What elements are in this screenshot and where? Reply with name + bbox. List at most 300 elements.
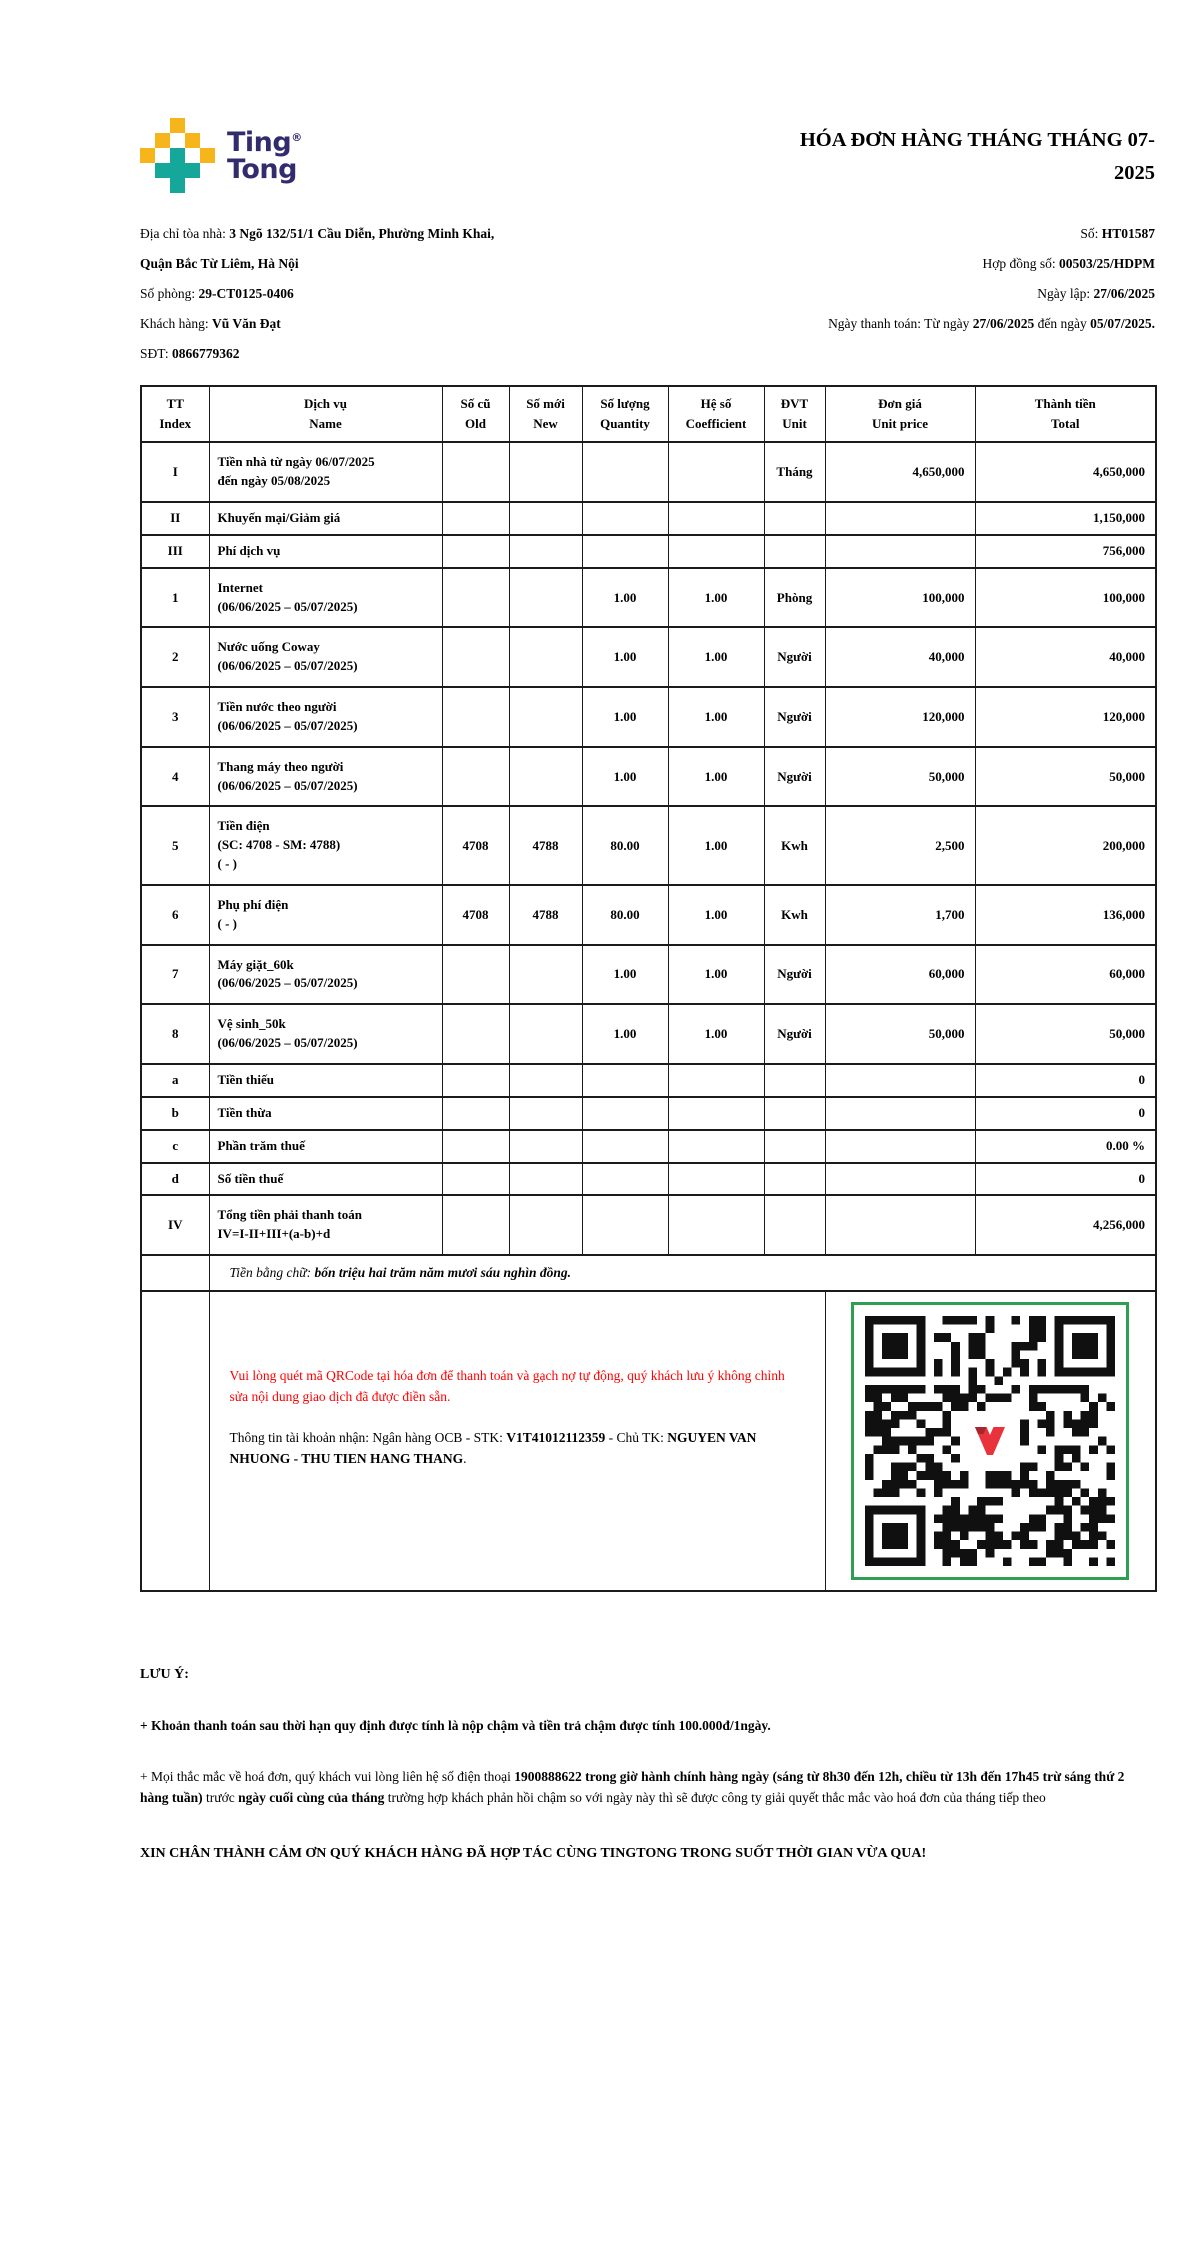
cell-unit-price [825, 1130, 975, 1163]
tingtong-logo-mark-icon [140, 118, 215, 193]
logo-pixel [185, 178, 200, 193]
table-row [141, 747, 1156, 807]
service-name-line: IV=I-II+III+(a-b)+d [217, 1226, 331, 1242]
table-row [141, 945, 1156, 1005]
service-name-line: Tiền nước theo người [217, 699, 337, 715]
text-segment: XIN CHÂN THÀNH CẢM ƠN QUÝ KHÁCH HÀNG ĐÃ HỢP TÁC CÙNG TINGTONG TRONG SUỐT THỜI GIAN VỪA QUA! [140, 1845, 927, 1861]
cell-total: 4,650,000 [975, 442, 1156, 502]
text-segment: đến ngày [1034, 316, 1091, 331]
cell-new-reading [509, 1004, 582, 1064]
cell-coefficient [668, 1130, 764, 1163]
cell-new-reading [509, 627, 582, 687]
cell-coefficient [668, 535, 764, 568]
cell-coefficient [668, 1064, 764, 1097]
cell-quantity: 1.00 [582, 747, 668, 807]
col-header-unit-price: Đơn giá Unit price [825, 386, 975, 442]
cell-index: b [141, 1097, 209, 1130]
cell-index: 7 [141, 945, 209, 1005]
cell-unit-price [825, 535, 975, 568]
cell-quantity [582, 442, 668, 502]
service-name-line: (06/06/2025 – 05/07/2025) [217, 598, 358, 614]
cell-coefficient: 1.00 [668, 568, 764, 628]
logo-pixel [140, 163, 155, 178]
table-row [141, 442, 1156, 502]
text-segment: 27/06/2025 [1093, 286, 1155, 301]
cell-service-name [209, 1195, 442, 1255]
text-segment: Vũ Văn Đạt [211, 316, 281, 331]
cell-index: a [141, 1064, 209, 1097]
logo-pixel [140, 178, 155, 193]
service-name-line: Tiền thừa [217, 1104, 272, 1120]
cell-service-name [209, 806, 442, 885]
cell-old-reading [442, 442, 509, 502]
service-name-line: Phí dịch vụ [217, 542, 281, 558]
logo-pixel [155, 163, 170, 178]
notes-heading: LƯU Ý: [140, 1667, 189, 1683]
cell-new-reading [509, 1097, 582, 1130]
service-name-line: Phụ phí điện [217, 896, 289, 912]
logo-pixel [170, 118, 185, 133]
payment-qr-row [141, 1291, 1156, 1591]
cell-total: 756,000 [975, 535, 1156, 568]
cell-coefficient: 1.00 [668, 1004, 764, 1064]
service-name-line: Thang máy theo người [217, 758, 344, 774]
header-row [141, 386, 1156, 442]
text-segment: 3 Ngõ 132/51/1 Cầu Diễn, Phường Minh Khai, [229, 226, 495, 241]
text-segment: 27/06/2025 [972, 316, 1035, 331]
service-name-line: Tiền nhà từ ngày 06/07/2025 [217, 454, 375, 470]
col-header-name: Dịch vụ Name [209, 386, 442, 442]
info-right-text [828, 309, 1155, 339]
text-segment: 1900888622 trong giờ hành chính hàng ngày (sáng từ 8h30 đến 12h, chiều từ 13h đến 17h45 trừ sáng thứ 2 hàng tuần) [140, 1768, 1125, 1805]
cell-index: 4 [141, 747, 209, 807]
cell-new-reading [509, 535, 582, 568]
text-segment: Khách hàng: [140, 316, 212, 331]
cell-total: 120,000 [975, 687, 1156, 747]
cell-service-name [209, 1097, 442, 1130]
qr-code-cell [825, 1291, 1156, 1591]
amount-in-words-value: bốn triệu hai trăm năm mươi sáu nghìn đồng. [314, 1265, 572, 1281]
cell-service-name [209, 747, 442, 807]
service-name-line: Nước uống Coway [217, 639, 320, 655]
cell-unit [764, 1130, 825, 1163]
cell-coefficient: 1.00 [668, 687, 764, 747]
cell-quantity: 1.00 [582, 568, 668, 628]
table-row [141, 687, 1156, 747]
cell-new-reading [509, 442, 582, 502]
logo-pixel [200, 163, 215, 178]
table-row [141, 1097, 1156, 1130]
empty-index-cell [141, 1291, 209, 1591]
info-right-text [1037, 279, 1155, 309]
col-header-unit: ĐVT Unit [764, 386, 825, 442]
cell-service-name [209, 1163, 442, 1196]
cell-new-reading [509, 568, 582, 628]
cell-unit-price: 1,700 [825, 885, 975, 945]
cell-new-reading [509, 747, 582, 807]
col-header-old: Số cũ Old [442, 386, 509, 442]
table-row [141, 568, 1156, 628]
cell-unit-price: 100,000 [825, 568, 975, 628]
cell-old-reading [442, 1004, 509, 1064]
cell-unit: Kwh [764, 806, 825, 885]
text-segment: Thông tin tài khoản nhận: Ngân hàng OCB - STK: [229, 1429, 507, 1445]
service-name-line: Vệ sinh_50k [217, 1016, 286, 1032]
cell-old-reading [442, 1195, 509, 1255]
service-name-line: Tiền điện [217, 818, 270, 834]
logo-pixel [155, 133, 170, 148]
cell-index: IV [141, 1195, 209, 1255]
cell-unit: Kwh [764, 885, 825, 945]
text-segment: 00503/25/HDPM [1059, 256, 1155, 271]
cell-service-name [209, 627, 442, 687]
cell-unit-price [825, 1097, 975, 1130]
vietqr-v-icon [962, 1416, 1018, 1466]
service-name-line: (06/06/2025 – 05/07/2025) [217, 1035, 358, 1051]
invoice-table-head [141, 386, 1156, 442]
cell-old-reading [442, 627, 509, 687]
cell-unit [764, 1097, 825, 1130]
cell-old-reading [442, 1163, 509, 1196]
invoice-title-line2: 2025 [1114, 161, 1155, 184]
cell-total: 0.00 % [975, 1130, 1156, 1163]
logo-pixel [185, 133, 200, 148]
cell-coefficient: 1.00 [668, 885, 764, 945]
cell-quantity: 80.00 [582, 885, 668, 945]
cell-service-name [209, 1064, 442, 1097]
cell-total: 40,000 [975, 627, 1156, 687]
cell-quantity [582, 1130, 668, 1163]
cell-total: 50,000 [975, 1004, 1156, 1064]
table-row [141, 1130, 1156, 1163]
logo-pixel [200, 178, 215, 193]
table-row [141, 806, 1156, 885]
cell-old-reading [442, 1130, 509, 1163]
logo-pixel [155, 118, 170, 133]
text-segment: 29-CT0125-0406 [198, 286, 294, 301]
cell-coefficient [668, 502, 764, 535]
info-right-text [982, 249, 1155, 279]
cell-quantity: 80.00 [582, 806, 668, 885]
cell-old-reading [442, 687, 509, 747]
logo-pixel [170, 163, 185, 178]
service-name-line: ( - ) [217, 856, 237, 872]
cell-quantity [582, 502, 668, 535]
invoice-table [140, 385, 1157, 1592]
cell-old-reading [442, 535, 509, 568]
col-header-new: Số mới New [509, 386, 582, 442]
logo-pixel [155, 148, 170, 163]
cell-quantity [582, 535, 668, 568]
cell-old-reading [442, 1097, 509, 1130]
cell-unit [764, 1064, 825, 1097]
cell-index: c [141, 1130, 209, 1163]
table-row [141, 502, 1156, 535]
cell-unit-price [825, 1163, 975, 1196]
service-name-line: (06/06/2025 – 05/07/2025) [217, 975, 358, 991]
cell-service-name [209, 1130, 442, 1163]
tingtong-logo [140, 118, 302, 193]
cell-quantity: 1.00 [582, 627, 668, 687]
cell-coefficient [668, 1163, 764, 1196]
cell-index: 6 [141, 885, 209, 945]
tingtong-logo-text [227, 126, 302, 185]
cell-unit: Người [764, 747, 825, 807]
cell-index: I [141, 442, 209, 502]
cell-coefficient: 1.00 [668, 627, 764, 687]
cell-quantity [582, 1163, 668, 1196]
cell-new-reading [509, 502, 582, 535]
cell-service-name [209, 945, 442, 1005]
cell-old-reading: 4708 [442, 885, 509, 945]
cell-total: 4,256,000 [975, 1195, 1156, 1255]
cell-new-reading: 4788 [509, 806, 582, 885]
info-left-text [140, 219, 494, 249]
service-name-line: (SC: 4708 - SM: 4788) [217, 837, 341, 853]
invoice-header [140, 118, 1155, 193]
cell-old-reading [442, 1064, 509, 1097]
registered-mark: ® [291, 130, 302, 144]
cell-unit: Người [764, 945, 825, 1005]
info-row [140, 279, 1155, 309]
service-name-line: Máy giặt_60k [217, 956, 294, 972]
cell-unit-price: 50,000 [825, 747, 975, 807]
cell-old-reading [442, 502, 509, 535]
cell-total: 200,000 [975, 806, 1156, 885]
info-right-text [1080, 219, 1155, 249]
cell-new-reading [509, 687, 582, 747]
info-row [140, 309, 1155, 339]
cell-unit-price: 2,500 [825, 806, 975, 885]
cell-index: 8 [141, 1004, 209, 1064]
text-segment: Địa chỉ tòa nhà: [140, 226, 230, 241]
cell-service-name [209, 687, 442, 747]
table-row [141, 1195, 1156, 1255]
text-segment: 0866779362 [171, 346, 240, 361]
text-segment: Hợp đồng số: [982, 256, 1059, 271]
receiving-account-text [230, 1428, 797, 1470]
table-row [141, 1163, 1156, 1196]
cell-service-name [209, 442, 442, 502]
cell-total: 1,150,000 [975, 502, 1156, 535]
table-row [141, 627, 1156, 687]
cell-index: II [141, 502, 209, 535]
cell-quantity [582, 1097, 668, 1130]
cell-service-name [209, 502, 442, 535]
logo-pixel [185, 148, 200, 163]
text-segment: Số phòng: [140, 286, 199, 301]
cell-unit: Phòng [764, 568, 825, 628]
cell-new-reading [509, 1195, 582, 1255]
cell-unit: Tháng [764, 442, 825, 502]
cell-unit: Người [764, 1004, 825, 1064]
invoice-title [535, 124, 1155, 190]
cell-index: d [141, 1163, 209, 1196]
text-segment: Số: [1080, 226, 1102, 241]
cell-index: 5 [141, 806, 209, 885]
cell-index: 3 [141, 687, 209, 747]
cell-total: 136,000 [975, 885, 1156, 945]
service-name-line: (06/06/2025 – 05/07/2025) [217, 777, 358, 793]
cell-unit [764, 1163, 825, 1196]
text-segment: ngày cuối cùng của tháng [238, 1789, 385, 1805]
text-segment: Ngày thanh toán: Từ ngày [828, 316, 973, 331]
info-left-text [140, 249, 299, 279]
logo-pixel [170, 133, 185, 148]
logo-pixel [140, 148, 155, 163]
note-paragraph [140, 1767, 1155, 1809]
text-segment: - Chủ TK: [605, 1429, 668, 1445]
text-segment: V1T41012112359 [506, 1429, 606, 1445]
cell-coefficient [668, 442, 764, 502]
cell-unit [764, 535, 825, 568]
logo-pixel [170, 148, 185, 163]
cell-unit-price: 50,000 [825, 1004, 975, 1064]
cell-unit [764, 1195, 825, 1255]
cell-quantity: 1.00 [582, 687, 668, 747]
note-paragraph [140, 1843, 1155, 1865]
invoice-table-footer [141, 1255, 1156, 1591]
cell-quantity [582, 1195, 668, 1255]
cell-unit-price: 120,000 [825, 687, 975, 747]
service-name-line: Tiền thiếu [217, 1072, 274, 1087]
logo-pixel [140, 133, 155, 148]
cell-coefficient [668, 1097, 764, 1130]
cell-unit [764, 502, 825, 535]
col-header-quantity: Số lượng Quantity [582, 386, 668, 442]
cell-index: 2 [141, 627, 209, 687]
cell-index: III [141, 535, 209, 568]
text-segment: Ngày lập: [1037, 286, 1094, 301]
cell-quantity: 1.00 [582, 1004, 668, 1064]
info-row [140, 219, 1155, 249]
invoice-info-block [140, 219, 1155, 369]
cell-unit-price [825, 1064, 975, 1097]
qr-instruction-text: Vui lòng quét mã QRCode tại hóa đơn để thanh toán và gạch nợ tự động, quý khách lưu ý không chỉnh sửa nội dung giao dịch đã được điền sẵn. [229, 1368, 785, 1404]
table-row [141, 1004, 1156, 1064]
info-left-text [140, 309, 281, 339]
amount-in-words-label: Tiền bằng chữ: [229, 1265, 315, 1281]
cell-quantity [582, 1064, 668, 1097]
info-left-text [140, 339, 239, 369]
amount-in-words-cell [209, 1255, 1156, 1291]
text-segment: . [463, 1450, 467, 1466]
cell-service-name [209, 1004, 442, 1064]
table-row [141, 535, 1156, 568]
cell-old-reading: 4708 [442, 806, 509, 885]
text-segment: HT01587 [1101, 226, 1155, 241]
cell-unit: Người [764, 687, 825, 747]
table-row [141, 885, 1156, 945]
info-left-text [140, 279, 294, 309]
cell-new-reading [509, 1130, 582, 1163]
cell-index: 1 [141, 568, 209, 628]
cell-new-reading [509, 1163, 582, 1196]
service-name-line: Phần trăm thuế [217, 1137, 305, 1153]
cell-unit-price [825, 502, 975, 535]
service-name-line: Khuyến mại/Giảm giá [217, 509, 341, 525]
cell-new-reading: 4788 [509, 885, 582, 945]
cell-coefficient: 1.00 [668, 806, 764, 885]
cell-unit: Người [764, 627, 825, 687]
cell-coefficient [668, 1195, 764, 1255]
cell-total: 0 [975, 1064, 1156, 1097]
service-name-line: ( - ) [217, 915, 237, 931]
text-segment: + Khoản thanh toán sau thời hạn quy định được tính là nộp chậm và tiền trả chậm được tính 100.000đ/1ngày. [140, 1717, 771, 1733]
logo-word-1: Ting [227, 126, 292, 158]
cell-quantity: 1.00 [582, 945, 668, 1005]
logo-pixel [200, 133, 215, 148]
text-segment: Quận Bắc Từ Liêm, Hà Nội [140, 256, 299, 271]
info-row [140, 339, 1155, 369]
service-name-line: Số tiền thuế [217, 1170, 284, 1186]
cell-total: 0 [975, 1163, 1156, 1196]
cell-coefficient: 1.00 [668, 945, 764, 1005]
cell-total: 100,000 [975, 568, 1156, 628]
cell-total: 60,000 [975, 945, 1156, 1005]
info-row [140, 249, 1155, 279]
empty-index-cell [141, 1255, 209, 1291]
text-segment: trường hợp khách phản hồi chậm so với ngày này thì sẽ được công ty giải quyết thắc mắc vào hoá đơn của tháng tiếp theo [384, 1789, 1046, 1805]
cell-service-name [209, 885, 442, 945]
col-header-total: Thành tiền Total [975, 386, 1156, 442]
cell-old-reading [442, 747, 509, 807]
qr-code [851, 1302, 1129, 1580]
cell-unit-price: 40,000 [825, 627, 975, 687]
cell-new-reading [509, 1064, 582, 1097]
text-segment: trước [202, 1789, 239, 1805]
logo-pixel [185, 118, 200, 133]
cell-unit-price [825, 1195, 975, 1255]
text-segment: + Mọi thắc mắc về hoá đơn, quý khách vui lòng liên hệ số điện thoại [140, 1768, 515, 1784]
cell-total: 0 [975, 1097, 1156, 1130]
service-name-line: Tổng tiền phải thanh toán [217, 1207, 362, 1223]
text-segment: SĐT: [140, 346, 172, 361]
amount-in-words-row [141, 1255, 1156, 1291]
text-segment: NGUYEN VAN NHUONG - THU TIEN HANG THANG [229, 1429, 757, 1466]
service-name-line: (06/06/2025 – 05/07/2025) [217, 658, 358, 674]
cell-service-name [209, 535, 442, 568]
logo-word-2: Tong [227, 153, 297, 185]
payment-instructions-cell [209, 1291, 825, 1591]
text-segment: 05/07/2025. [1090, 316, 1155, 331]
cell-new-reading [509, 945, 582, 1005]
notes-section [140, 1664, 1155, 1864]
service-name-line: đến ngày 05/08/2025 [217, 473, 331, 489]
col-header-index: TT Index [141, 386, 209, 442]
logo-pixel [185, 163, 200, 178]
cell-service-name [209, 568, 442, 628]
table-row [141, 1064, 1156, 1097]
cell-unit-price: 60,000 [825, 945, 975, 1005]
cell-unit-price: 4,650,000 [825, 442, 975, 502]
notes-paragraphs [140, 1716, 1155, 1864]
service-name-line: (06/06/2025 – 05/07/2025) [217, 717, 358, 733]
note-paragraph [140, 1716, 1155, 1737]
cell-total: 50,000 [975, 747, 1156, 807]
cell-coefficient: 1.00 [668, 747, 764, 807]
invoice-title-line1: HÓA ĐƠN HÀNG THÁNG THÁNG 07- [799, 129, 1155, 151]
logo-pixel [200, 148, 215, 163]
logo-pixel [140, 118, 155, 133]
cell-old-reading [442, 945, 509, 1005]
logo-pixel [155, 178, 170, 193]
logo-pixel [200, 118, 215, 133]
col-header-coefficient: Hệ số Coefficient [668, 386, 764, 442]
logo-pixel [170, 178, 185, 193]
cell-old-reading [442, 568, 509, 628]
invoice-table-body [141, 442, 1156, 1255]
